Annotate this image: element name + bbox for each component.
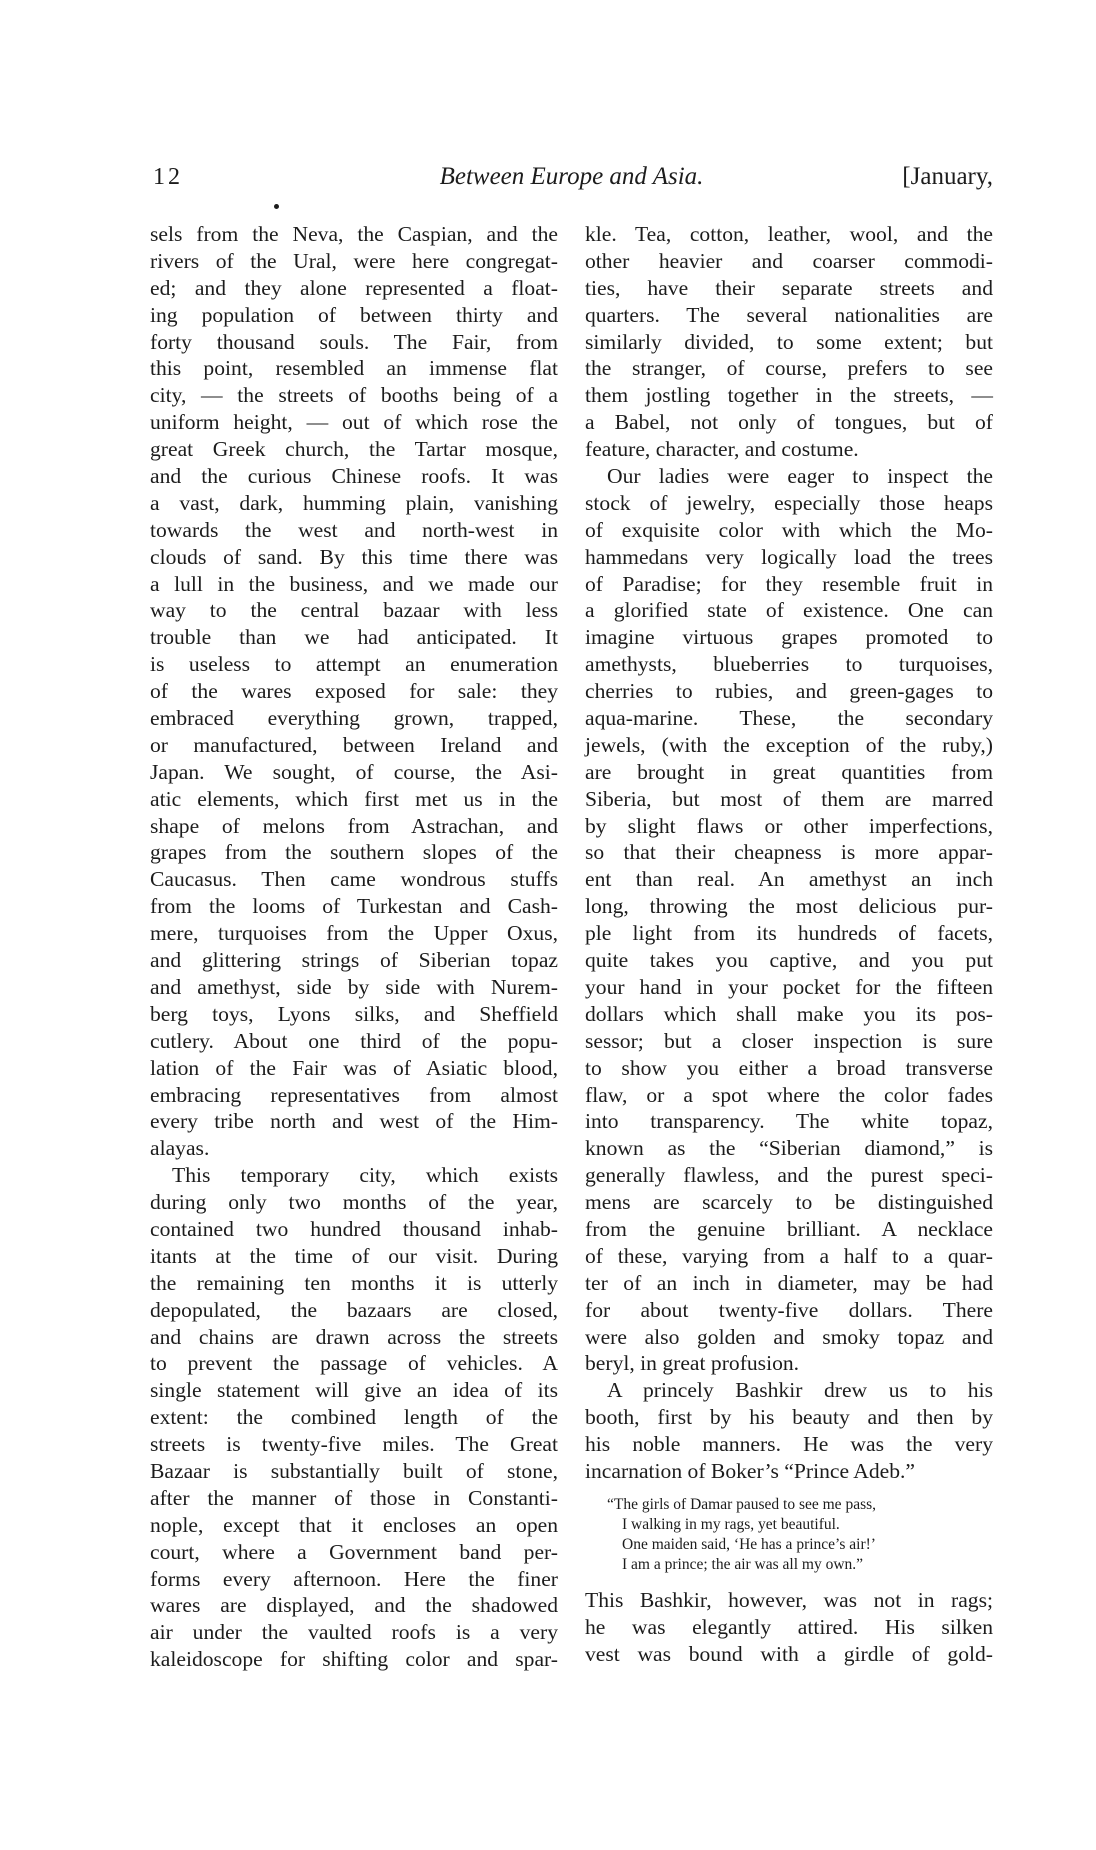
text-line: to prevent the passage of vehicles. A	[150, 1351, 558, 1376]
text-line: generally flawless, and the purest speci-	[585, 1163, 993, 1188]
page-number: 12	[153, 164, 183, 190]
text-line: mere, turquoises from the Upper Oxus,	[150, 921, 558, 946]
text-line: vest was bound with a girdle of gold-	[585, 1641, 993, 1666]
text-line: this point, resembled an immense flat	[150, 356, 558, 381]
text-line: of exquisite color with which the Mo-	[585, 517, 993, 542]
text-line: aqua-marine. These, the secondary	[585, 706, 993, 731]
text-line: so that their cheapness is more appar-	[585, 840, 993, 865]
text-line: Caucasus. Then came wondrous stuffs	[150, 867, 558, 892]
text-line: extent: the combined length of the	[150, 1405, 558, 1430]
text-line: lation of the Fair was of Asiatic blood,	[150, 1055, 558, 1080]
text-line: long, throwing the most delicious pur-	[585, 894, 993, 919]
text-line: a lull in the business, and we made our	[150, 571, 558, 596]
text-line: A princely Bashkir drew us to his	[607, 1378, 993, 1403]
text-line: a vast, dark, humming plain, vanishing	[150, 490, 558, 515]
text-line: way to the central bazaar with less	[150, 598, 558, 623]
text-line: into transparency. The white topaz,	[585, 1109, 993, 1134]
right-column	[585, 221, 993, 1668]
text-line: known as the “Siberian diamond,” is	[585, 1136, 993, 1161]
text-line: towards the west and north-west in	[150, 517, 558, 542]
text-line: flaw, or a spot where the color fades	[585, 1082, 993, 1107]
text-line: incarnation of Boker’s “Prince Adeb.”	[585, 1458, 916, 1483]
text-line: stock of jewelry, especially those heaps	[585, 490, 993, 515]
text-line: cherries to rubies, and green-gages to	[585, 679, 993, 704]
text-line: of Paradise; for they resemble fruit in	[585, 571, 993, 596]
text-line: Bazaar is substantially built of stone,	[150, 1458, 558, 1483]
text-line: ties, have their separate streets and	[585, 275, 993, 300]
text-line: city, — the streets of booths being of a	[150, 383, 558, 408]
text-line: them jostling together in the streets, —	[585, 383, 993, 408]
text-line: alayas.	[150, 1136, 210, 1161]
right-column-text-after-verse	[585, 1587, 993, 1668]
running-title: Between Europe and Asia.	[439, 163, 704, 190]
text-line: his noble manners. He was the very	[585, 1432, 993, 1457]
text-line: for about twenty-five dollars. There	[585, 1297, 993, 1322]
text-line: nople, except that it encloses an open	[150, 1512, 558, 1537]
text-line: beryl, in great profusion.	[585, 1351, 800, 1376]
verse-line: I walking in my rags, yet beautiful.	[622, 1515, 840, 1533]
text-line: air under the vaulted roofs is a very	[150, 1620, 558, 1645]
text-line: depopulated, the bazaars are closed,	[150, 1297, 558, 1322]
text-line: single statement will give an idea of its	[150, 1378, 558, 1403]
text-line: embracing representatives from almost	[150, 1082, 558, 1107]
text-line: a glorified state of existence. One can	[585, 598, 993, 623]
text-line: dollars which shall make you its pos-	[585, 1001, 993, 1026]
text-line: clouds of sand. By this time there was	[150, 544, 558, 569]
verse-line: I am a prince; the air was all my own.”	[622, 1555, 864, 1573]
text-line: similarly divided, to some extent; but	[585, 329, 993, 354]
text-line: Our ladies were eager to inspect the	[607, 464, 993, 489]
text-line: ter of an inch in diameter, may be had	[585, 1270, 993, 1295]
text-line: hammedans very logically load the trees	[585, 544, 993, 569]
text-line: of these, varying from a half to a quar-	[585, 1243, 993, 1268]
text-line: This Bashkir, however, was not in rags;	[585, 1587, 993, 1612]
text-line: imagine virtuous grapes promoted to	[585, 625, 993, 650]
verse-line: “The girls of Damar paused to see me pass,	[607, 1495, 877, 1513]
text-line: the remaining ten months it is utterly	[150, 1270, 558, 1295]
verse-line: One maiden said, ‘He has a prince’s air!’	[622, 1535, 876, 1553]
text-line: ing population of between thirty and	[150, 302, 558, 327]
text-line: the stranger, of course, prefers to see	[585, 356, 993, 381]
text-line: every tribe north and west of the Him-	[150, 1109, 558, 1134]
text-line: and the curious Chinese roofs. It was	[150, 464, 558, 489]
text-line: forms every afternoon. Here the finer	[150, 1566, 558, 1591]
left-column	[150, 221, 558, 1673]
text-line: booth, first by his beauty and then by	[585, 1405, 993, 1430]
text-line: trouble than we had anticipated. It	[150, 625, 558, 650]
text-line: of the wares exposed for sale: they	[150, 679, 558, 704]
text-line: and chains are drawn across the streets	[150, 1324, 558, 1349]
text-line: your hand in your pocket for the fifteen	[585, 974, 993, 999]
text-line: Siberia, but most of them are marred	[585, 786, 993, 811]
right-column-text-before-verse	[585, 221, 993, 1485]
text-line: from the looms of Turkestan and Cash-	[150, 894, 558, 919]
text-line: and glittering strings of Siberian topaz	[150, 948, 558, 973]
text-line: This temporary city, which exists	[172, 1163, 558, 1188]
running-header	[150, 160, 993, 194]
text-line: amethysts, blueberries to turquoises,	[585, 652, 993, 677]
text-line: cutlery. About one third of the popu-	[150, 1028, 558, 1053]
text-line: jewels, (with the exception of the ruby,)	[585, 732, 993, 757]
text-line: berg toys, Lyons silks, and Sheffield	[150, 1001, 558, 1026]
text-line: streets is twenty-five miles. The Great	[150, 1432, 558, 1457]
text-line: during only two months of the year,	[150, 1190, 558, 1215]
text-line: sels from the Neva, the Caspian, and the	[150, 222, 558, 246]
text-line: atic elements, which first met us in the	[150, 786, 558, 811]
text-line: a Babel, not only of tongues, but of	[585, 410, 993, 435]
text-line: to show you either a broad transverse	[585, 1055, 993, 1080]
text-line: wares are displayed, and the shadowed	[150, 1593, 558, 1618]
text-line: Japan. We sought, of course, the Asi-	[150, 759, 558, 784]
text-line: mens are scarcely to be distinguished	[585, 1190, 993, 1215]
text-line: uniform height, — out of which rose the	[150, 410, 558, 435]
text-line: feature, character, and costume.	[585, 437, 859, 462]
text-line: great Greek church, the Tartar mosque,	[150, 437, 558, 462]
text-line: court, where a Government band per-	[150, 1539, 558, 1564]
text-line: shape of melons from Astrachan, and	[150, 813, 558, 838]
text-line: kle. Tea, cotton, leather, wool, and the	[585, 222, 993, 246]
print-speck	[274, 204, 279, 209]
text-line: ent than real. An amethyst an inch	[585, 867, 993, 892]
text-line: rivers of the Ural, were here congregat-	[150, 248, 558, 273]
text-line: from the genuine brilliant. A necklace	[585, 1216, 993, 1241]
text-line: are brought in great quantities from	[585, 759, 993, 784]
text-line: itants at the time of our visit. During	[150, 1243, 558, 1268]
text-line: by slight flaws or other imperfections,	[585, 813, 993, 838]
text-line: is useless to attempt an enumeration	[150, 652, 558, 677]
text-line: and amethyst, side by side with Nurem-	[150, 974, 558, 999]
text-line: contained two hundred thousand inhab-	[150, 1216, 558, 1241]
text-line: after the manner of those in Constanti-	[150, 1485, 558, 1510]
text-line: grapes from the southern slopes of the	[150, 840, 558, 865]
verse-quotation	[607, 1495, 993, 1575]
text-line: sessor; but a closer inspection is sure	[585, 1028, 993, 1053]
text-line: or manufactured, between Ireland and	[150, 732, 558, 757]
text-line: forty thousand souls. The Fair, from	[150, 329, 558, 354]
issue-date: [January,	[902, 163, 993, 190]
text-line: quite takes you captive, and you put	[585, 948, 993, 973]
text-line: he was elegantly attired. His silken	[585, 1614, 993, 1639]
text-line: quarters. The several nationalities are	[585, 302, 993, 327]
text-line: were also golden and smoky topaz and	[585, 1324, 993, 1349]
text-line: kaleidoscope for shifting color and spar-	[150, 1647, 558, 1672]
text-line: ed; and they alone represented a float-	[150, 275, 558, 300]
text-line: other heavier and coarser commodi-	[585, 248, 993, 273]
text-line: embraced everything grown, trapped,	[150, 706, 558, 731]
text-line: ple light from its hundreds of facets,	[585, 921, 993, 946]
